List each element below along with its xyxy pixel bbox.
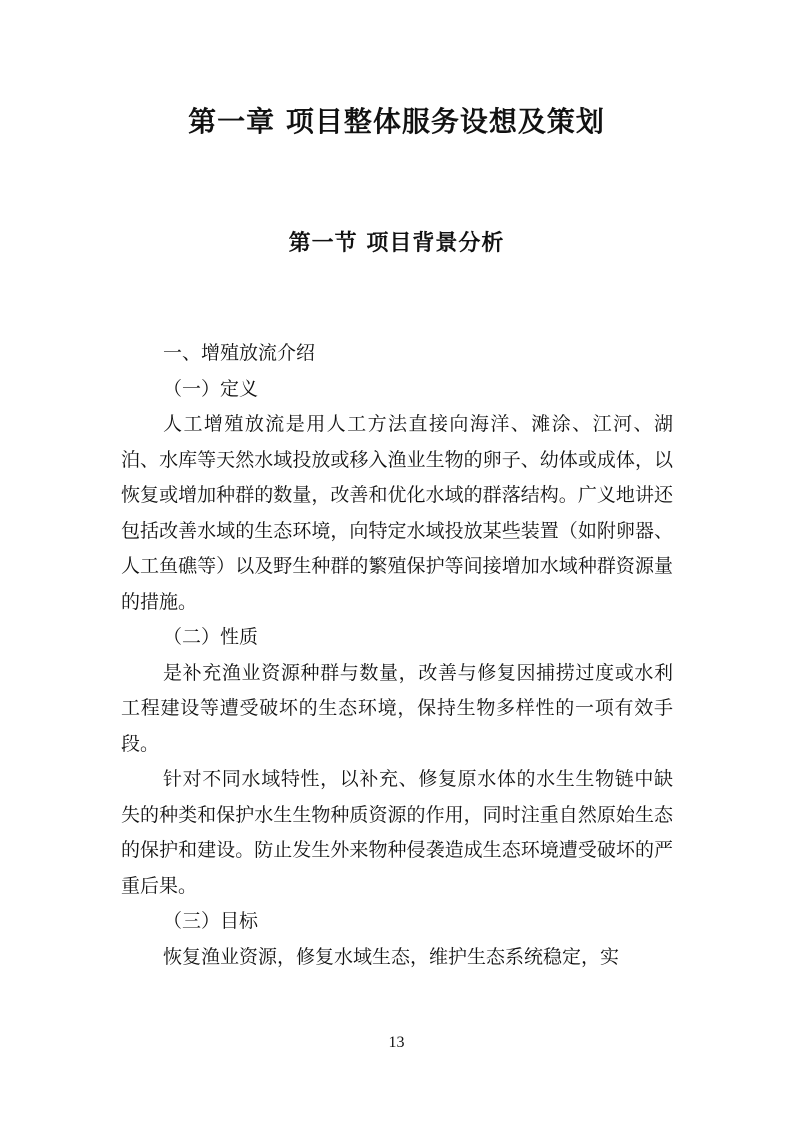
paragraph-goal: 恢复渔业资源，修复水域生态，维护生态系统稳定，实 bbox=[163, 945, 620, 968]
paragraph-definition: 人工增殖放流是用人工方法直接向海洋、滩涂、江河、湖泊、水库等天然水域投放或移入渔业生物的卵子、幼体或成体，以恢复或增加种群的数量，改善和优化水域的群落结构。广义地讲还包括改善水域的生态环境，向特定水域投放某些装置（如附卵器、人工鱼礁等）以及野生种群的繁殖保护等间接增加水域种群资源量的措施。 bbox=[121, 413, 673, 613]
chapter-title: 第一章 项目整体服务设想及策划 bbox=[188, 105, 605, 138]
paragraph-nature-detail: 针对不同水域特性，以补充、修复原水体的水生生物链中缺失的种类和保护水生生物种质资源的作用，同时注重自然原始生态的保护和建设。防止发生外来物种侵袭造成生态环境遭受破坏的严重后果。 bbox=[121, 768, 673, 897]
subheading-goal: （三）目标 bbox=[163, 910, 259, 932]
page-number: 13 bbox=[388, 1034, 405, 1051]
subheading-definition: （一）定义 bbox=[163, 377, 259, 400]
section-title: 第一节 项目背景分析 bbox=[288, 231, 505, 256]
subheading-nature: （二）性质 bbox=[163, 626, 259, 648]
heading-zengzhi-fangliu: 一、增殖放流介绍 bbox=[163, 342, 316, 364]
body-text bbox=[121, 336, 673, 975]
paragraph-nature: 是补充渔业资源种群与数量，改善与修复因捕捞过度或水利工程建设等遭受破坏的生态环境，保持生物多样性的一项有效手段。 bbox=[121, 661, 673, 755]
